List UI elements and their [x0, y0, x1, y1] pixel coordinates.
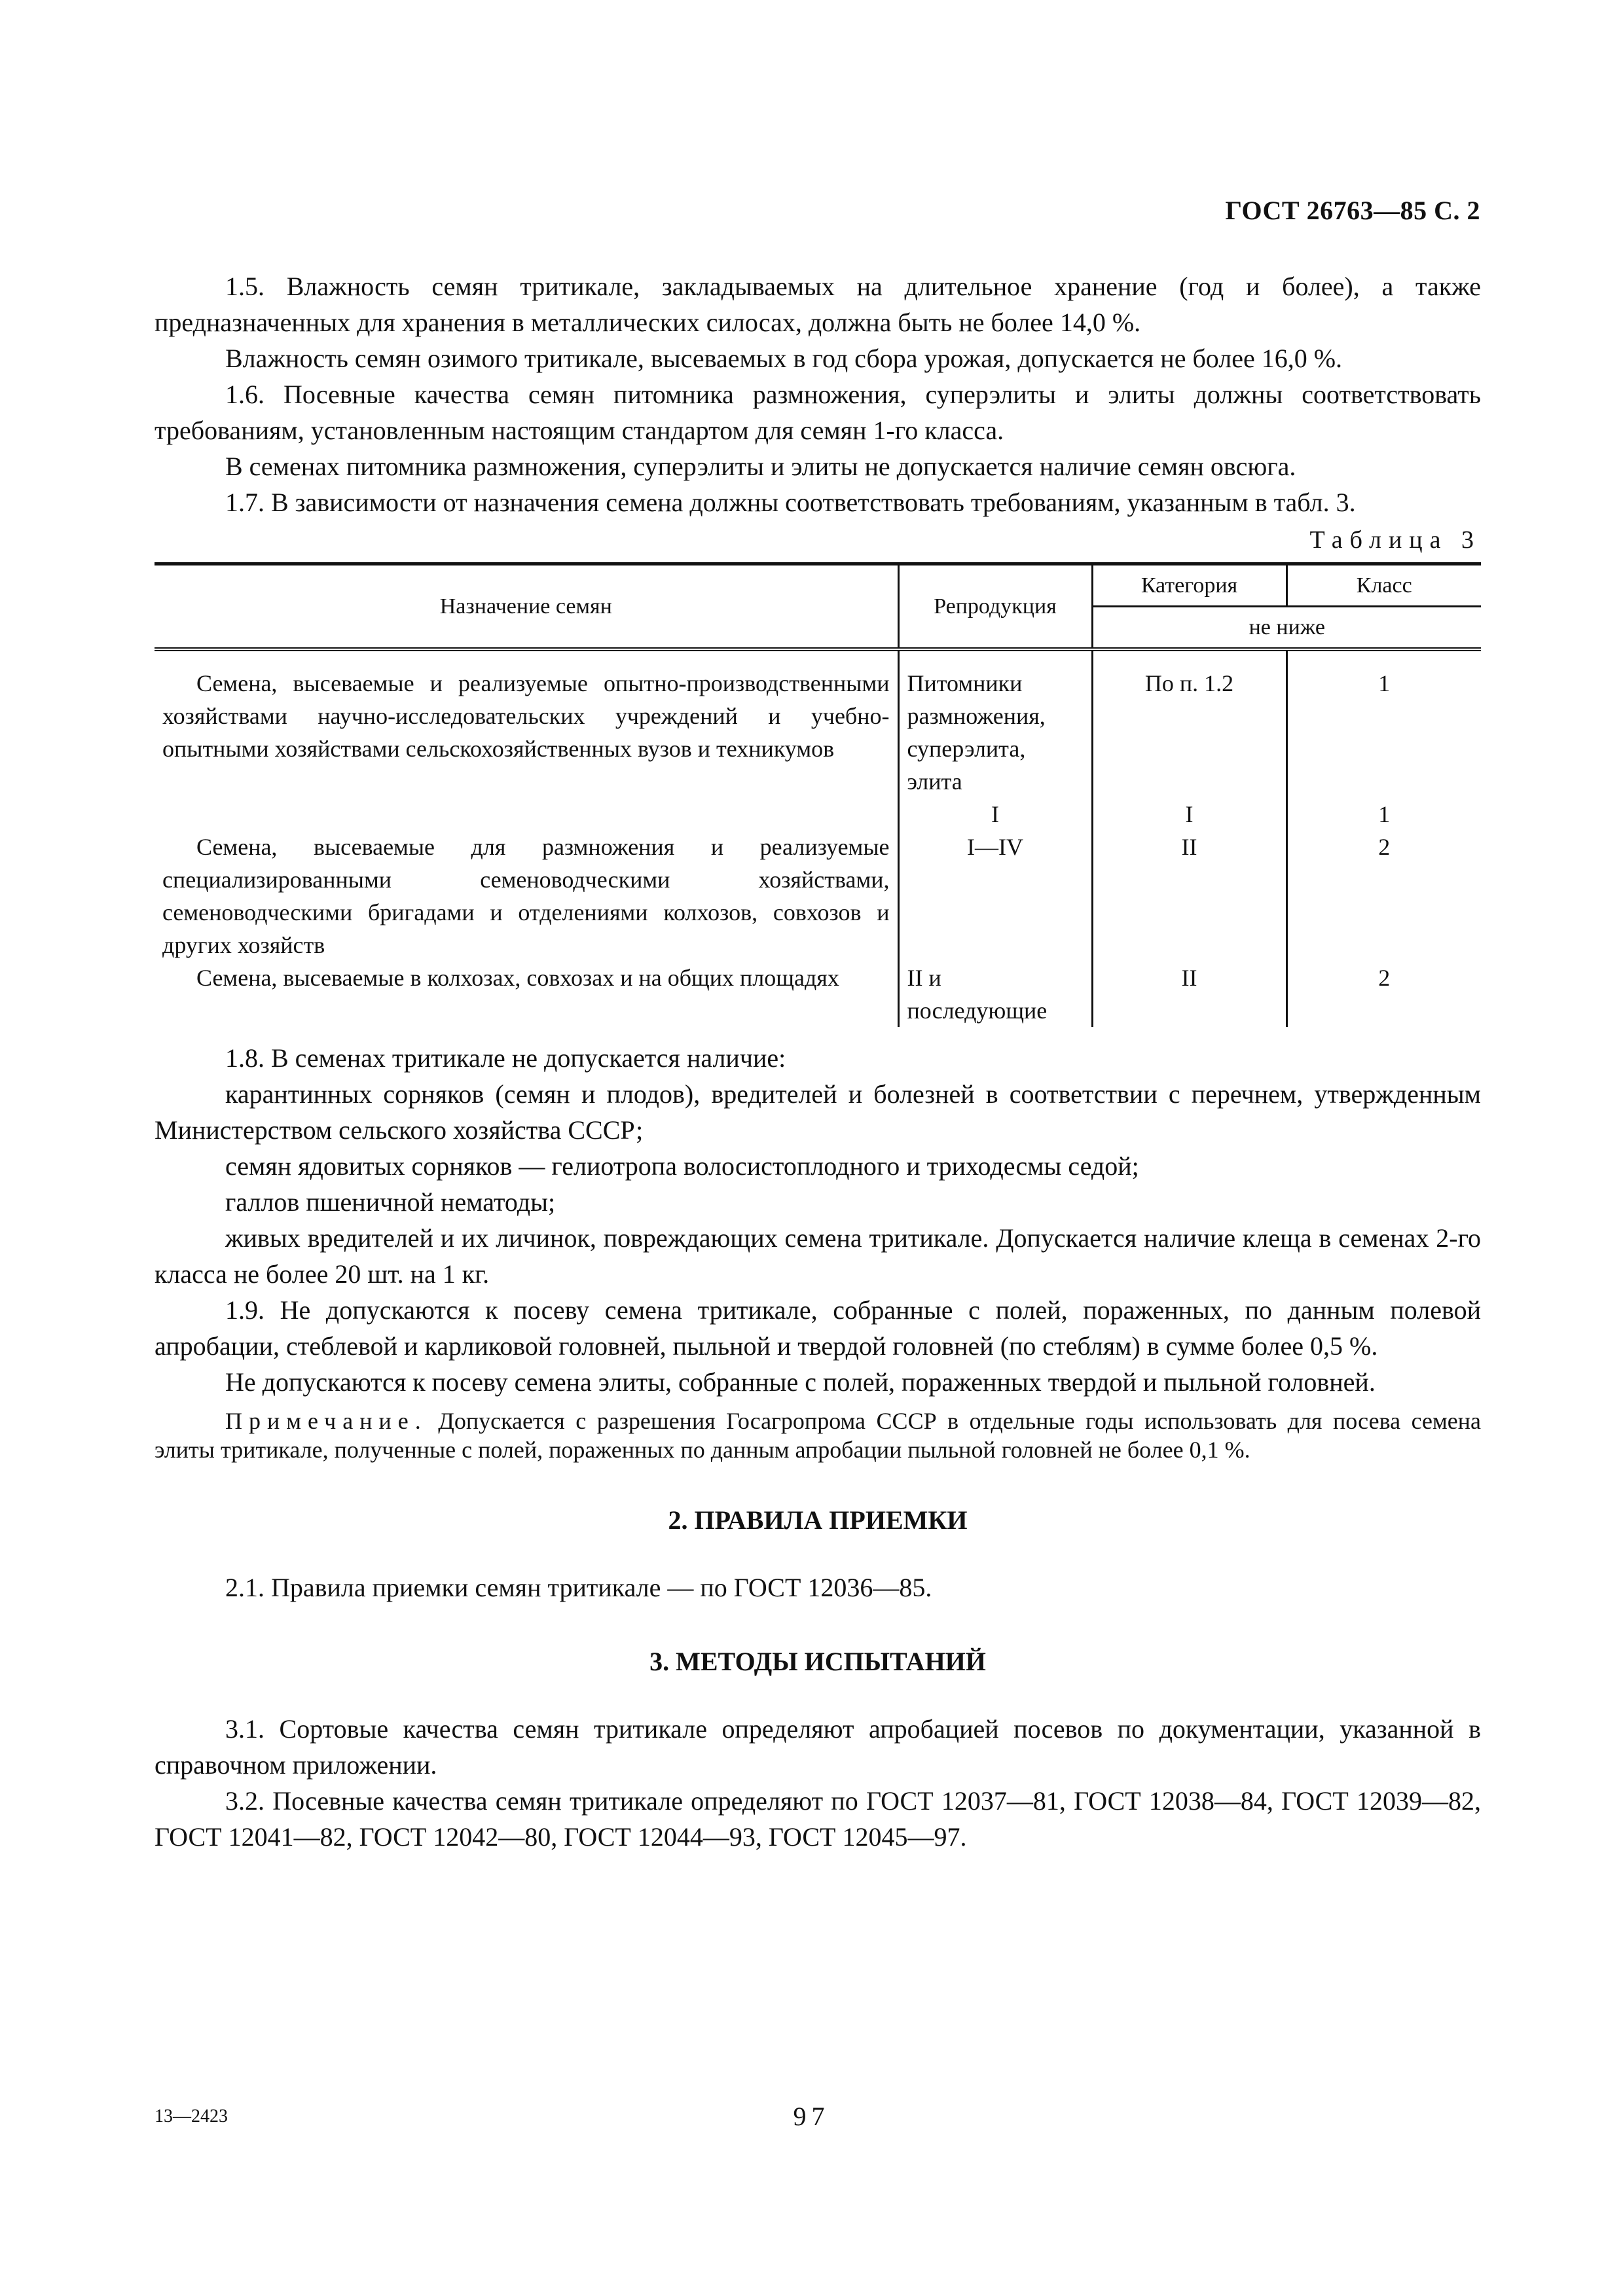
row-purpose: Семена, высеваемые для размножения и реализуемые специализированными семеноводческими хозяйствами, семеноводческими бригадами и отделениями колхозов, совхозов и других хозяйств	[162, 834, 890, 958]
header-category: Категория	[1092, 564, 1286, 607]
paragraph-poisonous: семян ядовитых сорняков — гелиотропа волосистоплодного и триходесмы седой;	[225, 1151, 1139, 1181]
note	[155, 1407, 1481, 1464]
footer-code: 13—2423	[155, 2106, 228, 2126]
note-label: Примечание.	[225, 1408, 428, 1434]
row-class: 1	[1378, 670, 1391, 696]
header-class: Класс	[1286, 564, 1481, 607]
page-header: ГОСТ 26763—85 С. 2	[1225, 196, 1480, 225]
paragraph-nematode: галлов пшеничной нематоды;	[225, 1187, 556, 1217]
note-text: Допускается с разрешения Госагропрома СССР в отдельные годы использовать для посева семена элиты тритикале, полученные с полей, пораженных по данным апробации пыльной головней не более 0,1 %.	[155, 1408, 1481, 1463]
header-not-lower: не ниже	[1092, 607, 1481, 650]
paragraph-pests: живых вредителей и их личинок, повреждающих семена тритикале. Допускается наличие клеща в семенах 2-го класса не более 20 шт. на 1 кг.	[155, 1223, 1481, 1289]
row-reproduction: I	[898, 798, 1092, 831]
row-category: II	[1092, 961, 1286, 1027]
table-row	[155, 667, 1481, 798]
table-row	[155, 831, 1481, 961]
header-purpose: Назначение семян	[155, 564, 898, 650]
header-reproduction: Репродукция	[898, 564, 1092, 650]
row-purpose	[155, 798, 898, 831]
row-reproduction: II и последующие	[898, 961, 1092, 1027]
paragraph-wild-oat: В семенах питомника размножения, суперэлиты и элиты не допускается наличие семян овсюга.	[225, 452, 1296, 481]
row-category: II	[1092, 831, 1286, 961]
table-row	[155, 798, 1481, 831]
paragraph-1-5: 1.5. Влажность семян тритикале, закладываемых на длительное хранение (год и более), а также предназначенных для хранения в металлических силосах, должна быть не более 14,0 %.	[155, 272, 1481, 337]
paragraph-moisture-winter: Влажность семян озимого тритикале, высеваемых в год сбора урожая, допускается не более 16,0 %.	[225, 344, 1343, 373]
paragraph-1-7: 1.7. В зависимости от назначения семена должны соответствовать требованиям, указанным в табл. 3.	[225, 488, 1356, 517]
paragraph-1-8: 1.8. В семенах тритикале не допускается наличие:	[225, 1043, 786, 1073]
paragraph-2-1: 2.1. Правила приемки семян тритикале — по ГОСТ 12036—85.	[225, 1573, 932, 1602]
paragraph-quarantine: карантинных сорняков (семян и плодов), вредителей и болезней в соответствии с перечнем, утвержденным Министерством сельского хозяйства СССР;	[155, 1079, 1481, 1145]
table-row	[155, 961, 1481, 1027]
row-class: 1	[1378, 801, 1391, 827]
row-class: 2	[1378, 834, 1391, 860]
section-2-title: 2. ПРАВИЛА ПРИЕМКИ	[668, 1505, 968, 1535]
paragraph-3-2: 3.2. Посевные качества семян тритикале определяют по ГОСТ 12037—81, ГОСТ 12038—84, ГОСТ 12039—82, ГОСТ 12041—82, ГОСТ 12042—80, ГОСТ 12044—93, ГОСТ 12045—97.	[155, 1786, 1481, 1852]
table-caption: Таблица 3	[1309, 526, 1481, 554]
row-reproduction: Питомники размножения, суперэлита, элита	[898, 667, 1092, 798]
row-category: I	[1092, 798, 1286, 831]
paragraph-1-6: 1.6. Посевные качества семян питомника размножения, суперэлиты и элиты должны соответствовать требованиям, установленным настоящим стандартом для семян 1-го класса.	[155, 380, 1481, 445]
row-class: 2	[1378, 965, 1391, 991]
row-reproduction: I—IV	[898, 831, 1092, 961]
paragraph-1-9: 1.9. Не допускаются к посеву семена тритикале, собранные с полей, пораженных, по данным полевой апробации, стеблевой и карликовой головней, пыльной и твердой головней (по стеблям) в сумме более 0,5 %.	[155, 1295, 1481, 1361]
row-purpose: Семена, высеваемые в колхозах, совхозах и на общих площадях	[196, 965, 839, 991]
page-number: 97	[793, 2102, 830, 2131]
section-3-title: 3. МЕТОДЫ ИСПЫТАНИЙ	[649, 1647, 986, 1676]
paragraph-3-1: 3.1. Сортовые качества семян тритикале определяют апробацией посевов по документации, указанной в справочном приложении.	[155, 1714, 1481, 1780]
row-purpose: Семена, высеваемые и реализуемые опытно-производственными хозяйствами научно-исследовательских учреждений и учебно-опытными хозяйствами сельскохозяйственных вузов и техникумов	[162, 670, 890, 762]
requirements-table	[155, 562, 1481, 1027]
document-body	[155, 268, 1481, 1855]
row-category: По п. 1.2	[1092, 667, 1286, 798]
paragraph-elite: Не допускаются к посеву семена элиты, собранные с полей, пораженных твердой и пыльной головней.	[225, 1367, 1376, 1397]
